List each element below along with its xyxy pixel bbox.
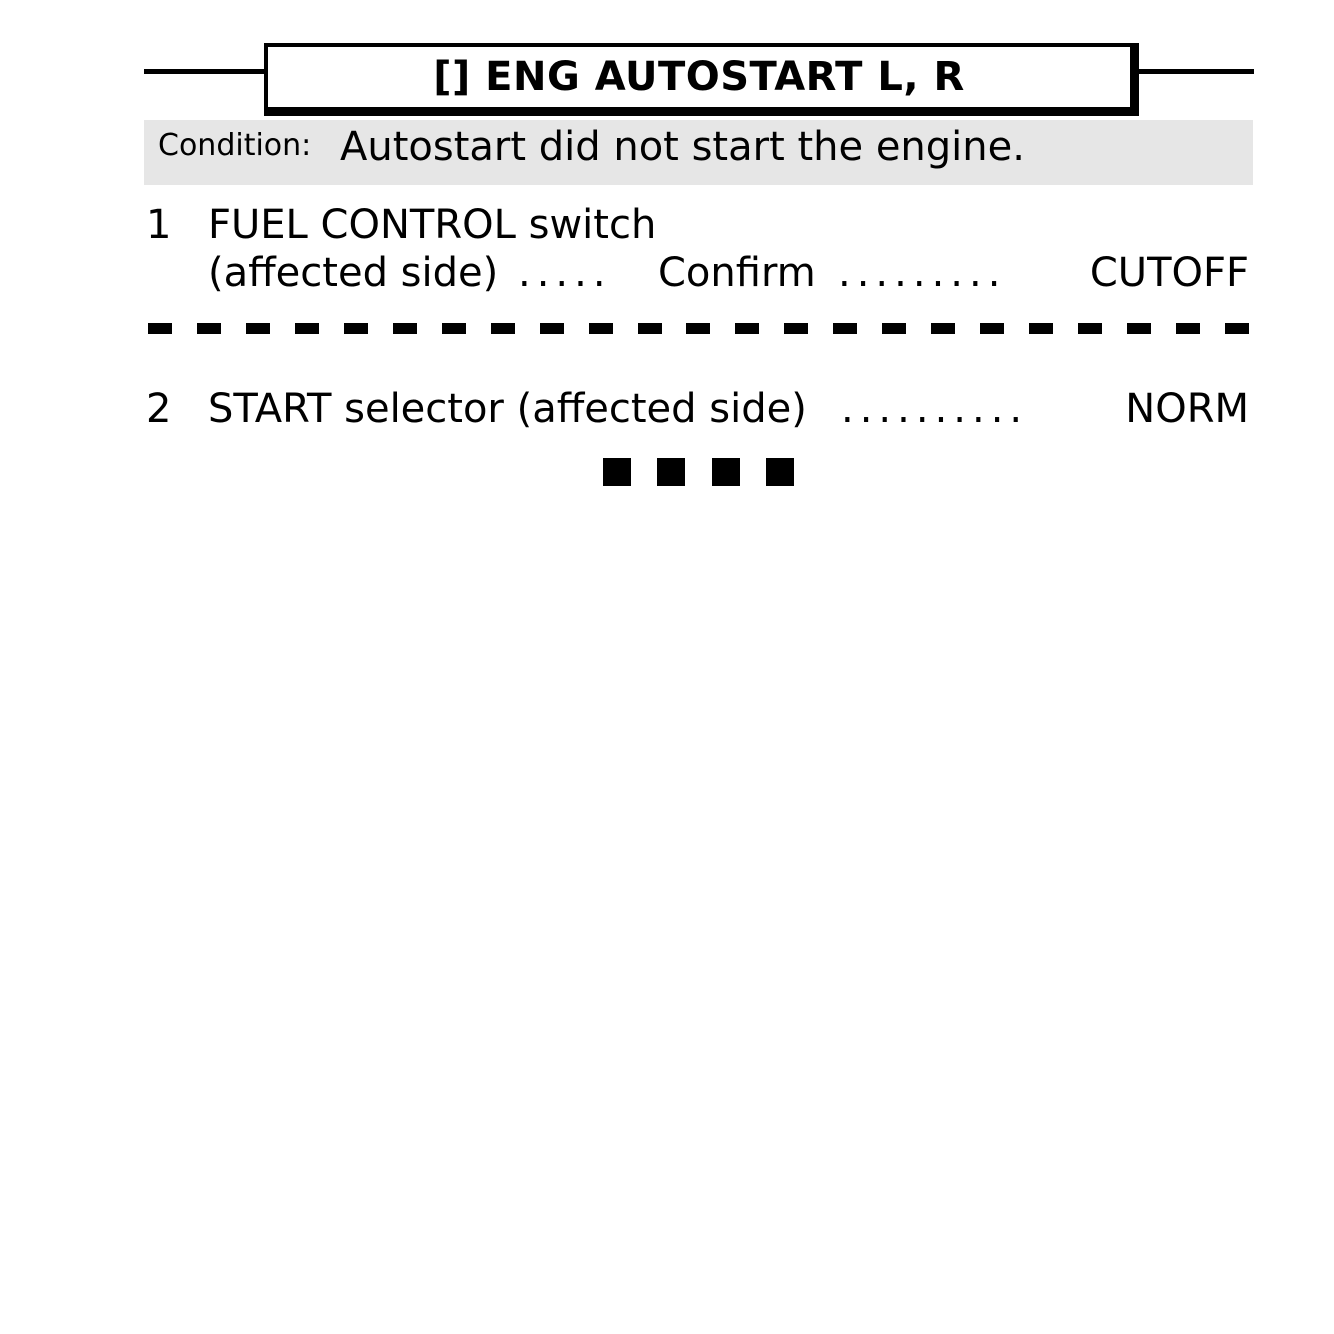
- title-rule-left: [144, 69, 266, 74]
- dashed-separator: [148, 323, 1249, 334]
- step-verb: Confirm: [658, 250, 816, 296]
- end-mark-square-icon: [603, 458, 631, 486]
- step-leader-dots: .....: [518, 250, 612, 296]
- checklist-title: [] ENG AUTOSTART L, R: [433, 54, 965, 100]
- checklist-title-box: [264, 43, 1139, 116]
- step-item-line2: (affected side): [208, 250, 499, 296]
- end-mark-square-icon: [712, 458, 740, 486]
- condition-label: Condition:: [158, 128, 312, 163]
- step-item: START selector (affected side): [208, 386, 807, 432]
- step-item-line1: FUEL CONTROL switch: [208, 202, 657, 248]
- step-action: CUTOFF: [1089, 250, 1249, 296]
- checklist-step-1: [144, 202, 1249, 302]
- condition-text: Autostart did not start the engine.: [340, 124, 1025, 170]
- checklist-step-2: [144, 386, 1249, 434]
- end-mark-square-icon: [657, 458, 685, 486]
- step-number: 2: [146, 386, 172, 432]
- step-leader-dots: ..........: [841, 386, 1029, 432]
- end-mark-square-icon: [766, 458, 794, 486]
- checklist-end-marks: [603, 458, 794, 486]
- title-rule-right: [1134, 69, 1254, 74]
- step-leader-dots: .........: [838, 250, 1007, 296]
- condition-band: [144, 120, 1253, 185]
- step-action: NORM: [1125, 386, 1249, 432]
- step-number: 1: [146, 202, 172, 248]
